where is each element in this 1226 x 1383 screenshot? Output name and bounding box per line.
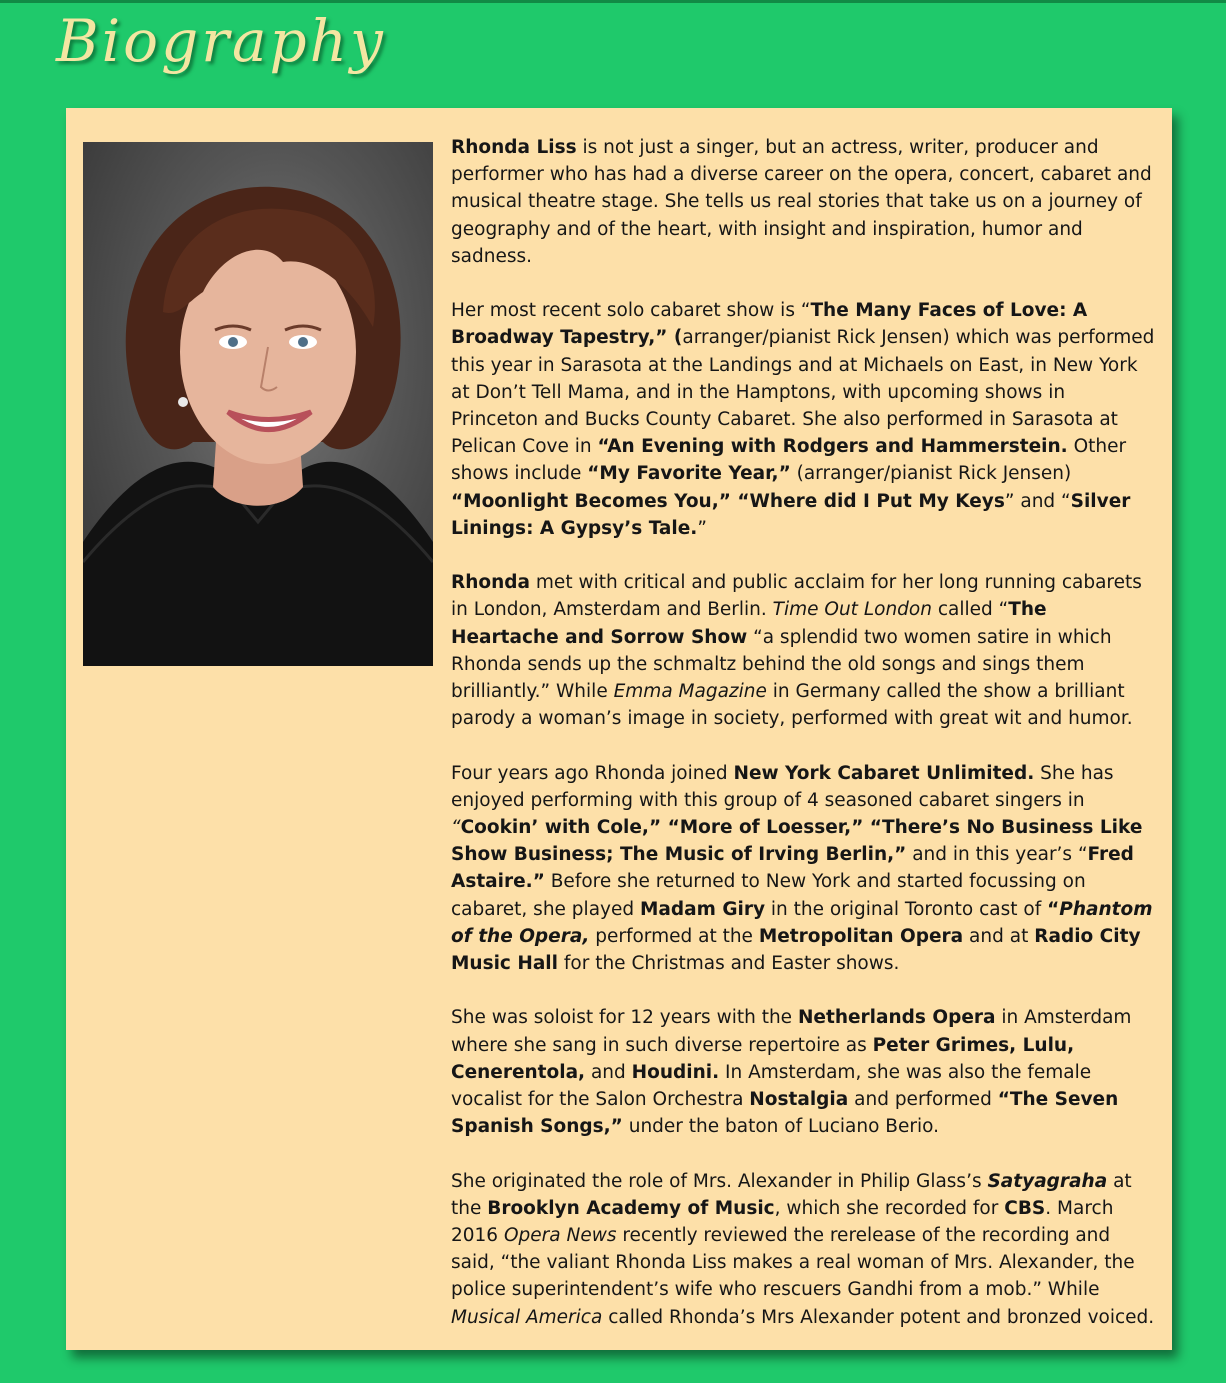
- portrait-photo: [83, 142, 433, 666]
- bio-paragraph-satyagraha: She originated the role of Mrs. Alexander in Philip Glass’s Satyagraha at the Brooklyn Academy of Music, which she recorded for CBS. March 2016 Opera News recently reviewed the rerelease of the recording and said, “the valiant Rhonda Liss makes a real woman of Mrs. Alexander, the police superintendent’s wife who rescuers Gandhi from a mob.” While Musical America called Rhonda’s Mrs Alexander potent and bronzed voiced.: [451, 1170, 1155, 1328]
- portrait-photo-icon: [83, 142, 433, 666]
- bio-paragraph-netherlands-opera: She was soloist for 12 years with the Netherlands Opera in Amsterdam where she sang in such diverse repertoire as Peter Grimes, Lulu, Cenerentola, and Houdini. In Amsterdam, she was also the female vocalist for the Salon Orchestra Nostalgia and performed “The Seven Spanish Songs,” under the baton of Luciano Berio.: [451, 1007, 1132, 1138]
- page-title: Biography: [56, 7, 386, 75]
- bio-paragraph-cabaret-unlimited: Four years ago Rhonda joined New York Cabaret Unlimited. She has enjoyed performing with this group of 4 seasoned cabaret singers in “Cookin’ with Cole,” “More of Loesser,” “There’s No Business Like Show Business; The Music of Irving Berlin,” and in this year’s “Fred Astaire.” Before she returned to New York and started focussing on cabaret, she played Madam Giry in the original Toronto cast of “Phantom of the Opera, performed at the Metropolitan Opera and at Radio City Music Hall for the Christmas and Easter shows.: [451, 762, 1153, 975]
- bio-paragraph-europe: Rhonda met with critical and public acclaim for her long running cabarets in London, Amsterdam and Berlin. Time Out London called “The Heartache and Sorrow Show “a splendid two women satire in which Rhonda sends up the schmaltz behind the old songs and sings them brilliantly.” While Emma Magazine in Germany called the show a brilliant parody a woman’s image in society, performed with great wit and humor.: [451, 572, 1142, 730]
- biography-panel: [66, 108, 1172, 1350]
- bio-paragraph-solo-shows: Her most recent solo cabaret show is “The Many Faces of Love: A Broadway Tapestry,” (arranger/pianist Rick Jensen) which was performed this year in Sarasota at the Landings and at Michaels on East, in New York at Don’t Tell Mama, and in the Hamptons, with upcoming shows in Princeton and Bucks County Cabaret. She also performed in Sarasota at Pelican Cove in “An Evening with Rodgers and Hammerstein. Other shows include “My Favorite Year,” (arranger/pianist Rick Jensen) “Moonlight Becomes You,” “Where did I Put My Keys” and “Silver Linings: A Gypsy’s Tale.”: [451, 300, 1155, 539]
- biography-text: [451, 134, 1157, 1358]
- bio-paragraph-intro: Rhonda Liss is not just a singer, but an actress, writer, producer and performer who has had a diverse career on the opera, concert, cabaret and musical theatre stage. She tells us real stories that take us on a journey of geography and of the heart, with insight and inspiration, humor and sadness.: [451, 137, 1152, 267]
- top-border-line: [0, 0, 1226, 3]
